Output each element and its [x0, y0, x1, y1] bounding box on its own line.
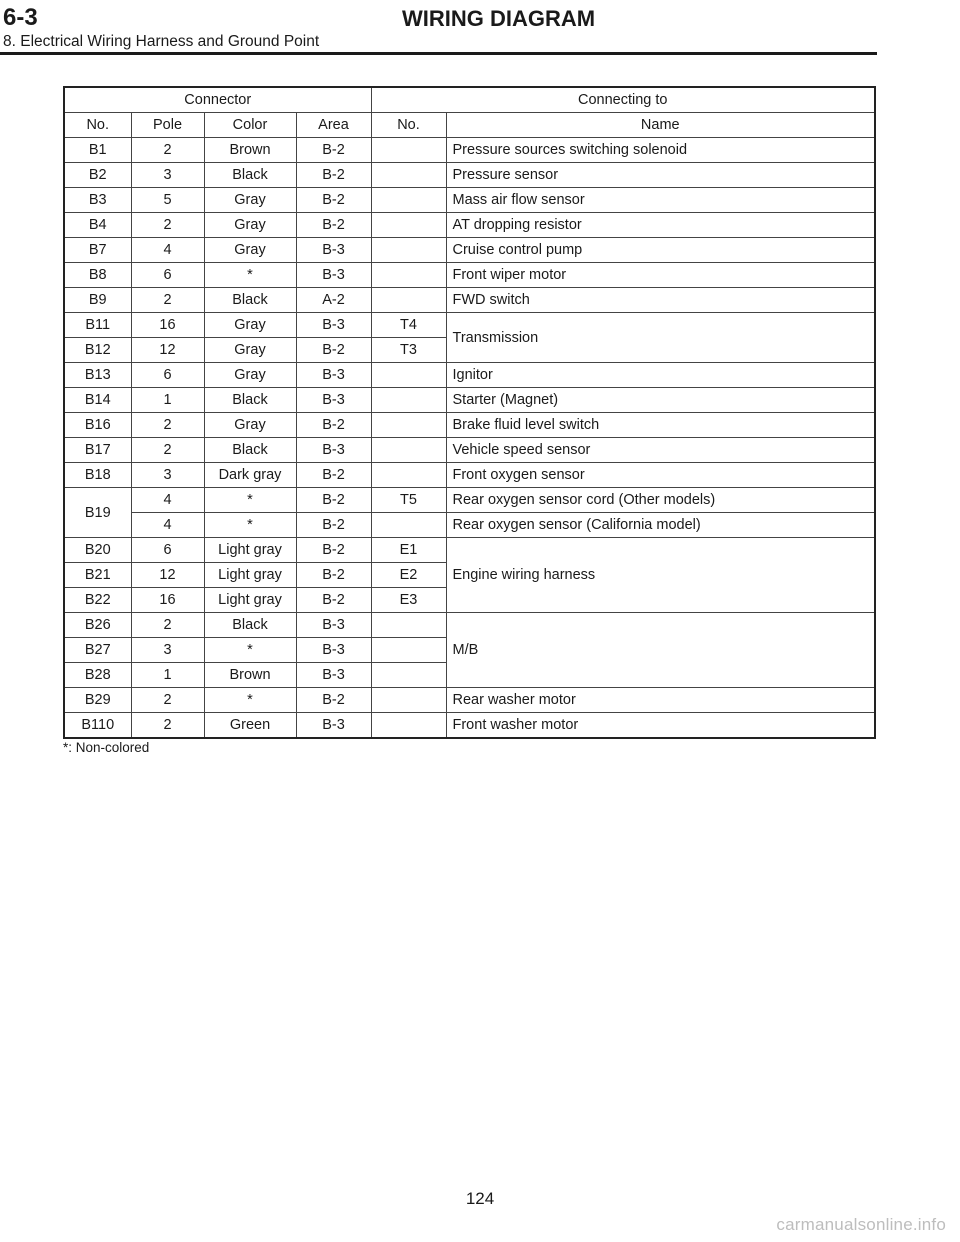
- cell-area: B-2: [296, 563, 371, 588]
- table-row: [64, 238, 875, 263]
- cell-no: B19: [64, 488, 131, 538]
- cell-to-no: [371, 213, 446, 238]
- cell-pole: 1: [131, 663, 204, 688]
- table-row: [64, 263, 875, 288]
- group-header-row: [64, 87, 875, 113]
- cell-name: Front washer motor: [446, 713, 875, 739]
- cell-pole: 3: [131, 638, 204, 663]
- cell-pole: 16: [131, 313, 204, 338]
- cell-name: AT dropping resistor: [446, 213, 875, 238]
- col-header-no: No.: [64, 113, 131, 138]
- cell-pole: 5: [131, 188, 204, 213]
- cell-to-no: E1: [371, 538, 446, 563]
- cell-color: Brown: [204, 663, 296, 688]
- cell-no: B18: [64, 463, 131, 488]
- cell-pole: 2: [131, 138, 204, 163]
- cell-pole: 12: [131, 338, 204, 363]
- cell-to-no: [371, 388, 446, 413]
- cell-pole: 6: [131, 263, 204, 288]
- cell-to-no: T3: [371, 338, 446, 363]
- cell-no: B4: [64, 213, 131, 238]
- cell-no: B3: [64, 188, 131, 213]
- cell-no: B13: [64, 363, 131, 388]
- cell-area: B-2: [296, 588, 371, 613]
- cell-area: B-3: [296, 238, 371, 263]
- section-number: 6-3: [3, 4, 38, 31]
- table-row: [64, 313, 875, 338]
- table-row: [64, 213, 875, 238]
- cell-name: Transmission: [446, 313, 875, 363]
- cell-to-no: [371, 238, 446, 263]
- cell-area: B-2: [296, 338, 371, 363]
- footnote: *: Non-colored: [63, 740, 150, 755]
- cell-color: Black: [204, 163, 296, 188]
- cell-no: B29: [64, 688, 131, 713]
- cell-no: B11: [64, 313, 131, 338]
- cell-name: Mass air flow sensor: [446, 188, 875, 213]
- cell-no: B2: [64, 163, 131, 188]
- cell-pole: 2: [131, 288, 204, 313]
- cell-name: Starter (Magnet): [446, 388, 875, 413]
- cell-no: B1: [64, 138, 131, 163]
- cell-no: B21: [64, 563, 131, 588]
- cell-to-no: [371, 438, 446, 463]
- cell-color: Black: [204, 438, 296, 463]
- col-header-color: Color: [204, 113, 296, 138]
- cell-area: B-3: [296, 613, 371, 638]
- cell-color: Gray: [204, 363, 296, 388]
- cell-color: Gray: [204, 413, 296, 438]
- cell-pole: 12: [131, 563, 204, 588]
- cell-area: B-3: [296, 388, 371, 413]
- cell-no: B8: [64, 263, 131, 288]
- cell-area: B-3: [296, 313, 371, 338]
- cell-pole: 4: [131, 238, 204, 263]
- cell-name: FWD switch: [446, 288, 875, 313]
- cell-pole: 2: [131, 413, 204, 438]
- group-header-connector: Connector: [64, 87, 371, 113]
- cell-name: Pressure sources switching solenoid: [446, 138, 875, 163]
- col-header-to-no: No.: [371, 113, 446, 138]
- cell-color: Dark gray: [204, 463, 296, 488]
- cell-name: Rear washer motor: [446, 688, 875, 713]
- cell-pole: 6: [131, 538, 204, 563]
- table-row: [64, 688, 875, 713]
- table-row: [64, 388, 875, 413]
- cell-color: Black: [204, 288, 296, 313]
- cell-pole: 16: [131, 588, 204, 613]
- cell-to-no: T5: [371, 488, 446, 513]
- cell-color: Gray: [204, 238, 296, 263]
- watermark: carmanualsonline.info: [776, 1215, 946, 1234]
- cell-no: B12: [64, 338, 131, 363]
- cell-area: B-3: [296, 263, 371, 288]
- cell-name: Rear oxygen sensor cord (Other models): [446, 488, 875, 513]
- cell-name: Front wiper motor: [446, 263, 875, 288]
- cell-color: Light gray: [204, 563, 296, 588]
- cell-area: B-2: [296, 538, 371, 563]
- cell-area: B-2: [296, 213, 371, 238]
- cell-to-no: E3: [371, 588, 446, 613]
- cell-pole: 2: [131, 438, 204, 463]
- cell-pole: 2: [131, 613, 204, 638]
- cell-to-no: E2: [371, 563, 446, 588]
- section-title: WIRING DIAGRAM: [402, 6, 596, 31]
- table-row: [64, 363, 875, 388]
- cell-no: B9: [64, 288, 131, 313]
- cell-to-no: T4: [371, 313, 446, 338]
- cell-to-no: [371, 263, 446, 288]
- cell-no: B22: [64, 588, 131, 613]
- cell-area: B-2: [296, 688, 371, 713]
- cell-color: *: [204, 638, 296, 663]
- cell-pole: 2: [131, 213, 204, 238]
- cell-area: A-2: [296, 288, 371, 313]
- cell-no: B110: [64, 713, 131, 739]
- cell-color: *: [204, 263, 296, 288]
- cell-name: Pressure sensor: [446, 163, 875, 188]
- cell-name: Rear oxygen sensor (California model): [446, 513, 875, 538]
- cell-no: B16: [64, 413, 131, 438]
- cell-area: B-2: [296, 413, 371, 438]
- cell-no: B7: [64, 238, 131, 263]
- cell-pole: 2: [131, 713, 204, 739]
- cell-color: Light gray: [204, 588, 296, 613]
- cell-to-no: [371, 513, 446, 538]
- cell-area: B-2: [296, 163, 371, 188]
- cell-area: B-3: [296, 713, 371, 739]
- cell-color: Gray: [204, 313, 296, 338]
- cell-to-no: [371, 613, 446, 638]
- cell-color: Gray: [204, 338, 296, 363]
- cell-no: B17: [64, 438, 131, 463]
- cell-to-no: [371, 363, 446, 388]
- cell-pole: 4: [131, 488, 204, 513]
- cell-color: *: [204, 488, 296, 513]
- cell-to-no: [371, 288, 446, 313]
- cell-color: Black: [204, 388, 296, 413]
- cell-pole: 3: [131, 463, 204, 488]
- cell-to-no: [371, 413, 446, 438]
- header-rule: [0, 52, 877, 55]
- cell-area: B-3: [296, 438, 371, 463]
- cell-pole: 6: [131, 363, 204, 388]
- cell-no: B20: [64, 538, 131, 563]
- cell-color: Gray: [204, 188, 296, 213]
- cell-area: B-2: [296, 488, 371, 513]
- cell-area: B-3: [296, 363, 371, 388]
- cell-to-no: [371, 713, 446, 739]
- table-row: [64, 438, 875, 463]
- cell-area: B-2: [296, 513, 371, 538]
- cell-to-no: [371, 463, 446, 488]
- cell-pole: 1: [131, 388, 204, 413]
- cell-name: Front oxygen sensor: [446, 463, 875, 488]
- cell-area: B-2: [296, 138, 371, 163]
- cell-color: Gray: [204, 213, 296, 238]
- table-row: [64, 138, 875, 163]
- page-number: 124: [465, 1189, 495, 1208]
- table-row: [64, 613, 875, 638]
- cell-name: Vehicle speed sensor: [446, 438, 875, 463]
- cell-color: *: [204, 513, 296, 538]
- cell-color: Light gray: [204, 538, 296, 563]
- table-row: [64, 413, 875, 438]
- col-header-name: Name: [446, 113, 875, 138]
- cell-area: B-2: [296, 463, 371, 488]
- cell-no: B28: [64, 663, 131, 688]
- cell-to-no: [371, 163, 446, 188]
- table-row: [64, 288, 875, 313]
- cell-name: Brake fluid level switch: [446, 413, 875, 438]
- cell-color: Green: [204, 713, 296, 739]
- cell-to-no: [371, 638, 446, 663]
- cell-area: B-3: [296, 663, 371, 688]
- table-body: [64, 138, 875, 739]
- cell-area: B-2: [296, 188, 371, 213]
- cell-name: Engine wiring harness: [446, 538, 875, 613]
- table-row: [64, 188, 875, 213]
- cell-no: B14: [64, 388, 131, 413]
- table-row: [64, 163, 875, 188]
- cell-color: Brown: [204, 138, 296, 163]
- cell-name: M/B: [446, 613, 875, 688]
- cell-no: B26: [64, 613, 131, 638]
- col-header-pole: Pole: [131, 113, 204, 138]
- table-row: [64, 513, 875, 538]
- column-header-row: [64, 113, 875, 138]
- cell-to-no: [371, 688, 446, 713]
- col-header-area: Area: [296, 113, 371, 138]
- cell-pole: 3: [131, 163, 204, 188]
- cell-pole: 2: [131, 688, 204, 713]
- connector-table: [63, 86, 876, 739]
- cell-color: Black: [204, 613, 296, 638]
- cell-area: B-3: [296, 638, 371, 663]
- section-subtitle: 8. Electrical Wiring Harness and Ground Point: [3, 33, 320, 50]
- cell-name: Cruise control pump: [446, 238, 875, 263]
- cell-to-no: [371, 138, 446, 163]
- table-row: [64, 488, 875, 513]
- cell-no: B27: [64, 638, 131, 663]
- table-row: [64, 538, 875, 563]
- table-row: [64, 713, 875, 739]
- cell-color: *: [204, 688, 296, 713]
- table-row: [64, 463, 875, 488]
- cell-pole: 4: [131, 513, 204, 538]
- cell-name: Ignitor: [446, 363, 875, 388]
- group-header-connecting-to: Connecting to: [371, 87, 875, 113]
- cell-to-no: [371, 188, 446, 213]
- cell-to-no: [371, 663, 446, 688]
